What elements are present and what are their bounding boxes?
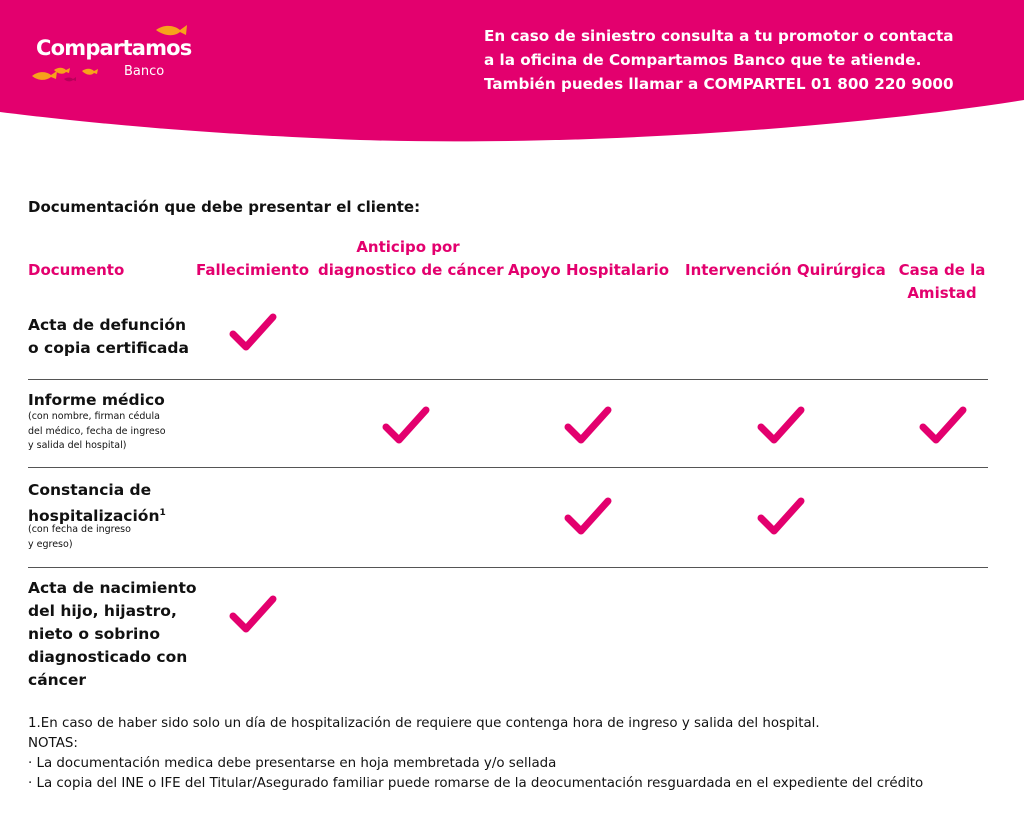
logo-name: Compartamos xyxy=(36,36,192,60)
row-title-line: nieto o sobrino xyxy=(28,625,160,643)
notice-line: a la oficina de Compartamos Banco que te atiende. xyxy=(484,51,922,69)
row-subtitle-constancia xyxy=(28,523,131,552)
note-item: · La documentación medica debe presentarse en hoja membretada y/o sellada xyxy=(28,756,557,771)
row-title-line: del hijo, hijastro, xyxy=(28,602,177,620)
column-header-apoyo: Apoyo Hospitalario xyxy=(508,261,670,279)
checkmark-icon xyxy=(564,496,612,538)
notes-heading: NOTAS: xyxy=(28,736,78,751)
column-header-line: Anticipo por xyxy=(356,238,460,256)
footnote-marker: 1 xyxy=(159,508,166,518)
compartamos-logo[interactable] xyxy=(24,22,194,92)
checkmark-icon xyxy=(382,405,430,447)
column-header-anticipo xyxy=(318,236,504,282)
notice-line: También puedes llamar a COMPARTEL 01 800 220 9000 xyxy=(484,75,954,93)
checkmark-icon xyxy=(757,496,805,538)
row-divider xyxy=(28,379,988,380)
column-header-line: Casa de la xyxy=(898,261,986,279)
checkmark-icon xyxy=(757,405,805,447)
row-title-line: Constancia de xyxy=(28,481,152,499)
logo-sub: Banco xyxy=(124,64,165,79)
note-item: · La copia del INE o IFE del Titular/Asegurado familiar puede romarse de la deocumentación resguardada en el expediente del crédito xyxy=(28,776,924,791)
row-title-constancia-hospitalizacion xyxy=(28,479,166,528)
row-title-text: hospitalización xyxy=(28,507,160,526)
row-title-informe-medico: Informe médico xyxy=(28,391,165,409)
footnotes xyxy=(28,714,1008,794)
row-title-line: Acta de nacimiento xyxy=(28,579,197,597)
contact-notice xyxy=(484,24,1004,96)
checkmark-icon xyxy=(229,312,277,354)
checkmark-icon xyxy=(229,594,277,636)
row-title-line: diagnosticado con xyxy=(28,648,188,666)
header-band xyxy=(0,0,1024,150)
notice-line: En caso de siniestro consulta a tu promotor o contacta xyxy=(484,27,954,45)
column-header-documento: Documento xyxy=(28,261,125,279)
column-header-intervencion: Intervención Quirúrgica xyxy=(685,261,886,279)
column-header-casa xyxy=(890,259,994,305)
column-header-fallecimiento: Fallecimiento xyxy=(196,261,310,279)
checkmark-icon xyxy=(919,405,967,447)
column-header-line: Amistad xyxy=(907,284,977,302)
row-title-line: o copia certificada xyxy=(28,339,189,357)
row-title-line: Acta de defunción xyxy=(28,316,187,334)
row-divider xyxy=(28,567,988,568)
column-header-line: diagnostico de cáncer xyxy=(318,261,504,279)
row-sub-line: del médico, fecha de ingreso xyxy=(28,425,166,437)
section-title: Documentación que debe presentar el cliente: xyxy=(28,198,421,216)
row-sub-line: (con nombre, firman cédula xyxy=(28,411,160,422)
row-subtitle-informe-medico xyxy=(28,410,166,454)
row-title-acta-defuncion xyxy=(28,314,189,360)
row-title-line: cáncer xyxy=(28,671,87,689)
footnote-1: 1.En caso de haber sido solo un día de hospitalización de requiere que contenga hora de ingreso y salida del hospital. xyxy=(28,716,820,731)
row-divider xyxy=(28,467,988,468)
checkmark-icon xyxy=(564,405,612,447)
row-sub-line: (con fecha de ingreso xyxy=(28,524,131,535)
row-sub-line: y salida del hospital) xyxy=(28,440,127,451)
row-title-acta-nacimiento xyxy=(28,577,197,692)
row-sub-line: y egreso) xyxy=(28,538,73,550)
